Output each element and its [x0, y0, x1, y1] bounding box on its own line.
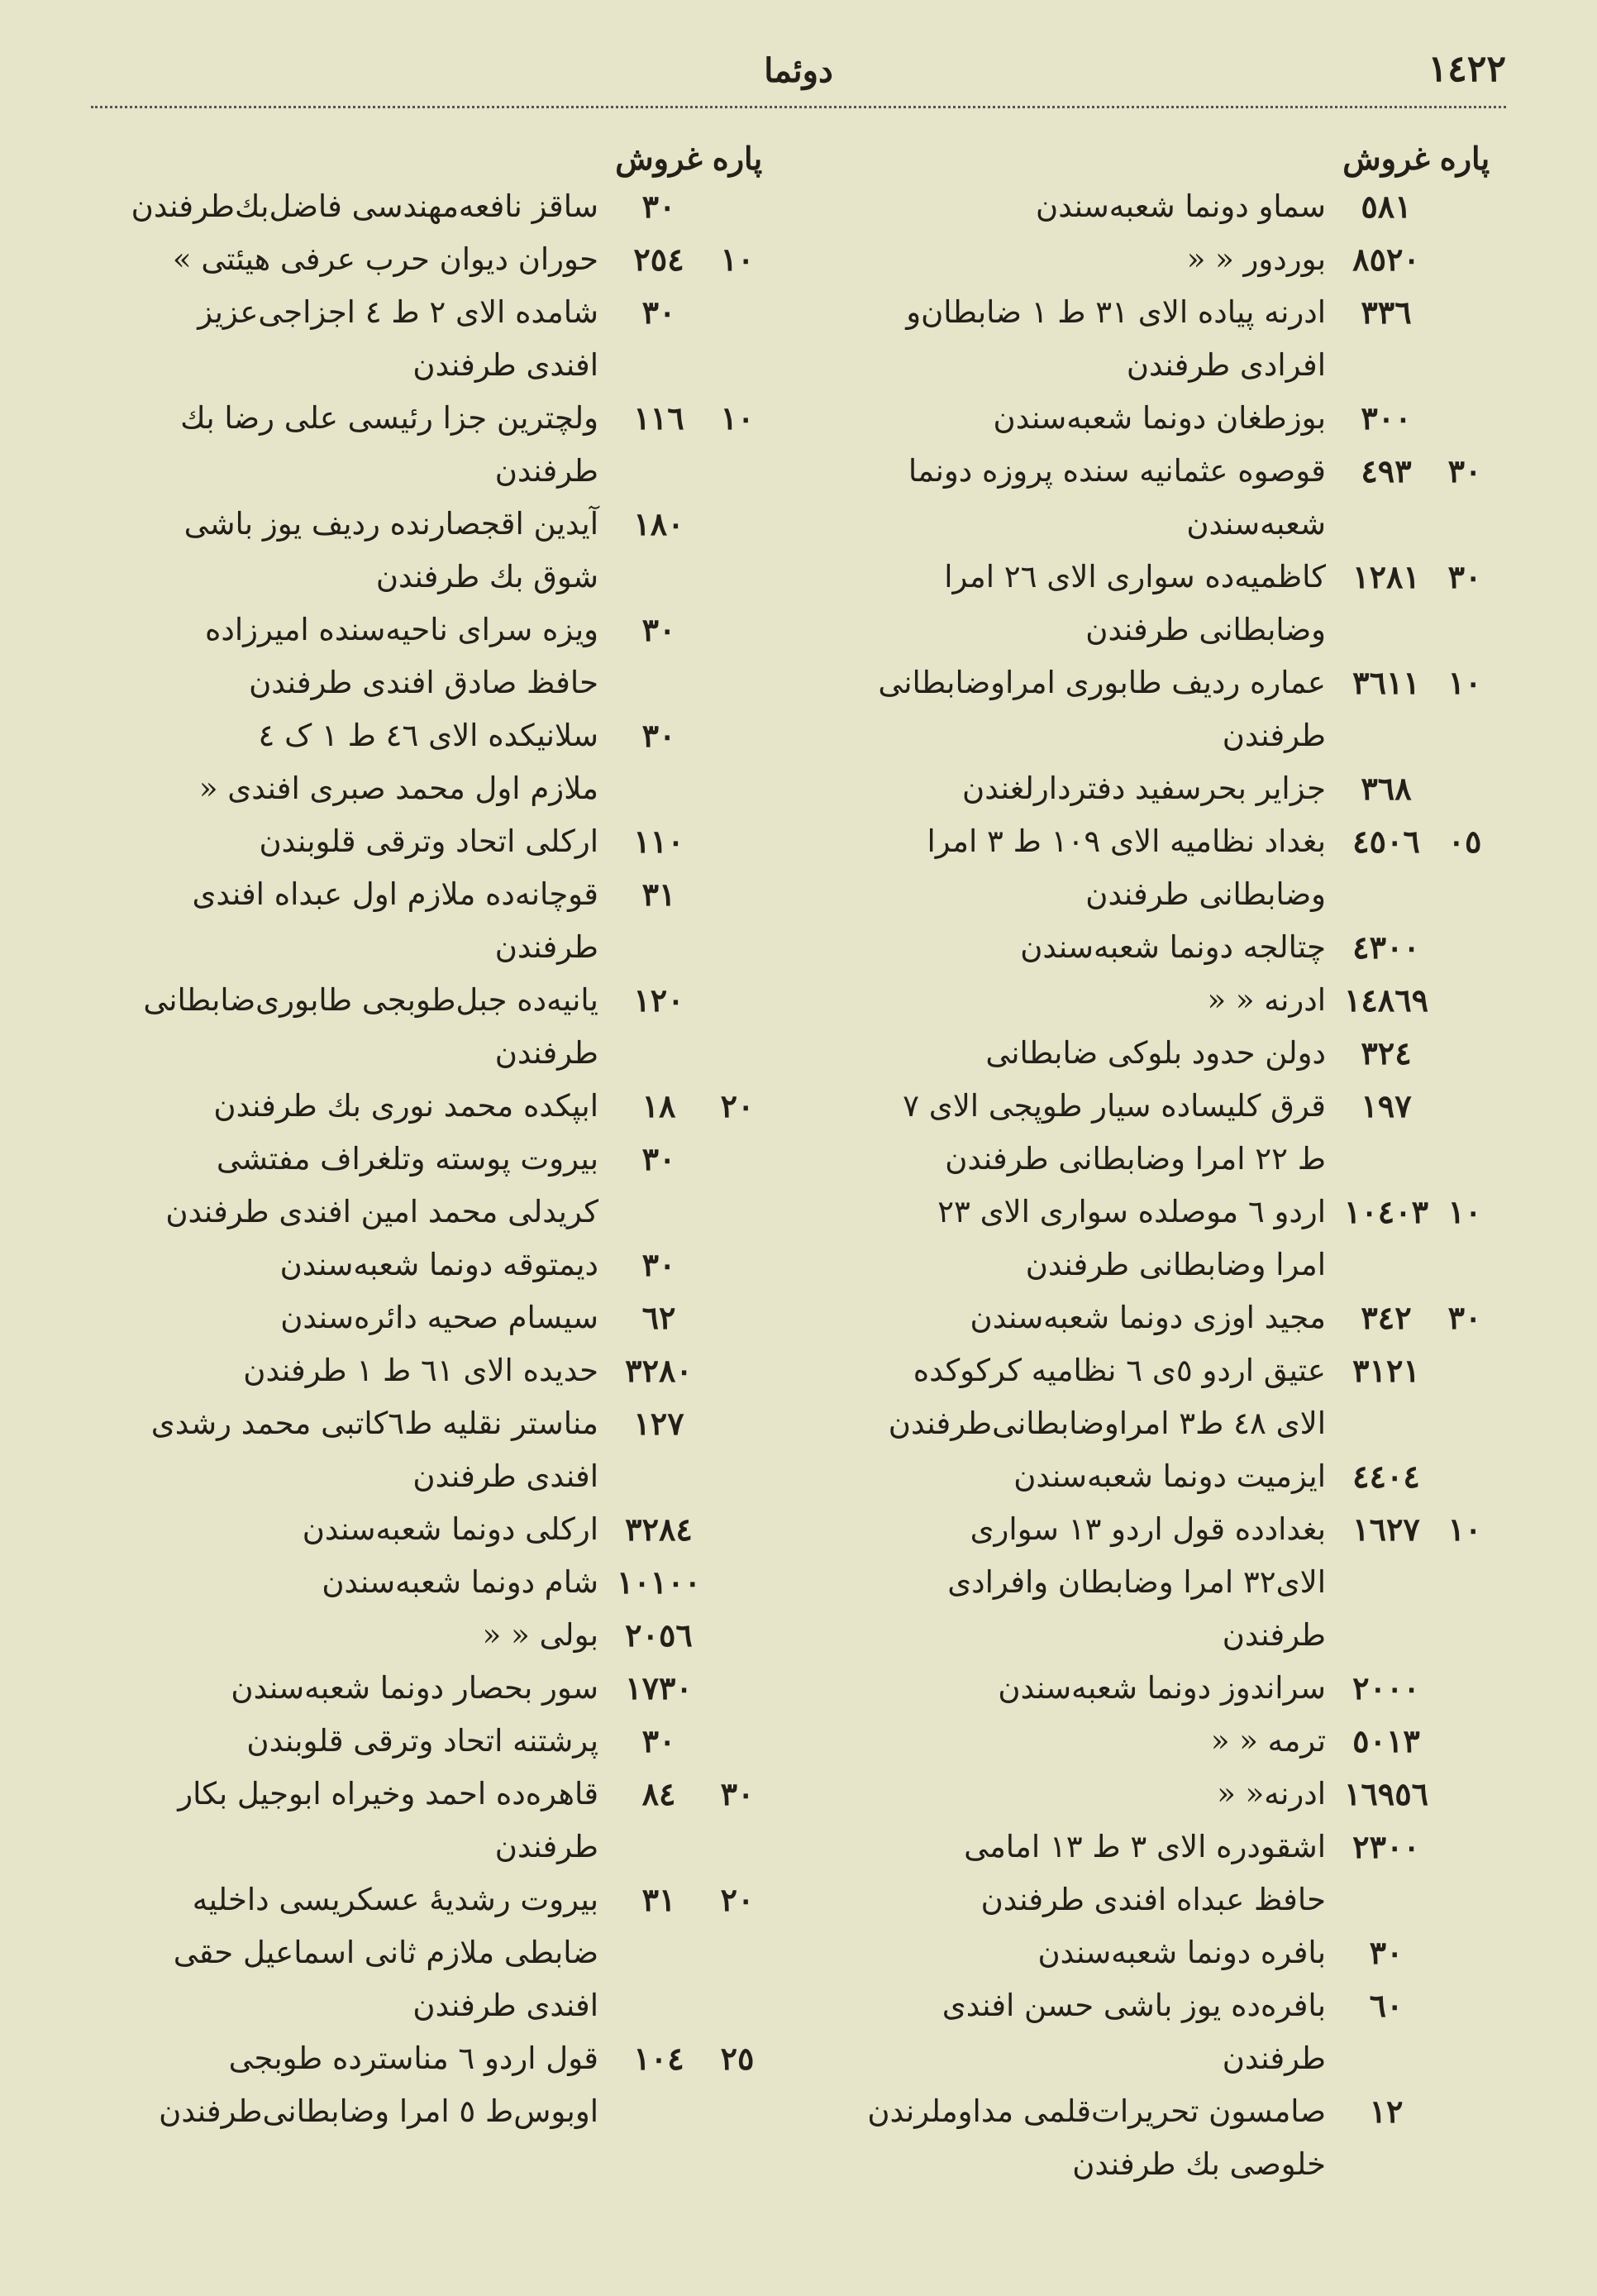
page-title: دوئما	[764, 51, 833, 90]
gurush-amount: ٣١٢١	[1352, 1352, 1420, 1389]
para-amount	[1432, 1662, 1498, 1715]
list-item	[807, 1080, 1498, 1186]
list-item	[79, 1080, 770, 1133]
gurush-amount: ٣٣٦	[1361, 294, 1412, 331]
list-item	[79, 233, 770, 286]
entry-line: یانیه‌ده جبل‌طوبجی طابوری‌ضابطانی	[143, 982, 598, 1018]
para-amount	[704, 868, 770, 974]
para-amount	[1432, 1450, 1498, 1503]
list-item	[79, 392, 770, 498]
para-label: پاره	[712, 140, 763, 177]
entry-line: حافظ عبداه افندی طرفندن	[980, 1882, 1326, 1917]
column-header	[79, 132, 770, 180]
para-amount	[1432, 974, 1498, 1027]
list-item	[79, 1344, 770, 1397]
list-item	[807, 1027, 1498, 1080]
para-amount: ٣٠	[1447, 1299, 1482, 1336]
list-item	[79, 1768, 770, 1874]
list-item	[79, 2032, 770, 2138]
list-item	[807, 1926, 1498, 1979]
gurush-amount: ٣٢٤	[1361, 1034, 1412, 1072]
entry-description	[807, 1503, 1341, 1662]
entry-line: وضابطانی طرفندن	[1085, 612, 1326, 647]
list-item	[807, 1291, 1498, 1344]
entry-line: طرفندن	[494, 453, 598, 489]
entry-description	[807, 656, 1341, 762]
para-amount	[704, 1133, 770, 1239]
list-item	[807, 1715, 1498, 1768]
para-amount	[1432, 286, 1498, 392]
list-item	[79, 1239, 770, 1291]
entry-description	[807, 1926, 1341, 1979]
para-amount	[1432, 762, 1498, 815]
para-amount: ٣٠	[720, 1775, 755, 1812]
entry-description	[807, 815, 1341, 921]
entry-line: اردو ٦ موصلده سواری الای ٢٣	[937, 1194, 1326, 1229]
entry-line: ساقز نافعه‌مهندسی فاضل‌بك‌طرفندن	[131, 189, 598, 224]
gurush-amount: ٣٠	[641, 1722, 676, 1759]
list-item	[807, 1344, 1498, 1450]
gurush-label: غروش	[1342, 140, 1430, 177]
para-amount	[704, 1503, 770, 1556]
entry-line: کریدلی محمد امین افندی طرفندن	[165, 1194, 598, 1229]
gurush-amount: ١٤٨٦٩	[1343, 981, 1429, 1019]
entry-description	[79, 233, 613, 286]
entry-description	[79, 1397, 613, 1503]
entry-description	[807, 551, 1341, 656]
list-item	[79, 1133, 770, 1239]
entry-description	[807, 1768, 1341, 1821]
gurush-amount: ١١٠	[633, 823, 684, 860]
para-label: پاره	[1439, 140, 1490, 177]
list-item	[807, 551, 1498, 656]
gurush-amount: ٢٣٠٠	[1352, 1828, 1420, 1865]
entry-line: مناستر نقلیه ط٦کاتبی محمد رشدی	[150, 1406, 598, 1441]
list-item	[79, 1662, 770, 1715]
gurush-amount: ٣٦٨	[1361, 770, 1412, 807]
list-item	[807, 1450, 1498, 1503]
entry-line: ادرنه پیاده الای ٣١ ط ١ ضابطان‌و	[906, 294, 1326, 330]
list-item	[807, 445, 1498, 551]
gurush-amount: ٣٢٨٤	[625, 1511, 693, 1548]
gurush-amount: ٣٤٢	[1361, 1299, 1412, 1336]
entry-description	[79, 815, 613, 868]
entry-line: قرق کلیساده سیار طوپجی الای ٧	[903, 1088, 1326, 1124]
para-amount	[1432, 921, 1498, 974]
entry-description	[807, 2085, 1341, 2191]
entry-line: بیروت پوسته وتلغراف مفتشی	[216, 1141, 598, 1177]
entry-line: سلانیکده الای ٤٦ ط ١ ک ٤	[258, 718, 598, 753]
para-amount: ٢٥	[720, 2040, 755, 2077]
para-amount	[704, 604, 770, 709]
list-item	[79, 815, 770, 868]
entry-description	[807, 762, 1341, 815]
gurush-amount: ٤٣٠٠	[1352, 928, 1420, 966]
entry-line: ترمه « «	[1210, 1723, 1326, 1759]
entry-description	[79, 1344, 613, 1397]
list-item	[807, 921, 1498, 974]
entry-description	[79, 498, 613, 604]
entry-line: ارکلی اتحاد وترقی قلوبندن	[259, 823, 598, 859]
entry-line: بوزطغان دونما شعبه‌سندن	[993, 400, 1326, 436]
entry-line: عماره ردیف طابوری امراوضابطانی	[878, 665, 1326, 700]
entry-description	[79, 709, 613, 815]
gurush-amount: ٣٦١١	[1352, 664, 1420, 701]
entry-line: سور بحصار دونما شعبه‌سندن	[231, 1670, 598, 1706]
list-item	[79, 1397, 770, 1503]
list-item	[807, 1821, 1498, 1926]
para-amount	[704, 1344, 770, 1397]
entry-line: بافره‌ده یوز باشی حسن افندی	[942, 1988, 1326, 2023]
para-amount	[704, 1609, 770, 1662]
entry-description	[807, 233, 1341, 286]
gurush-amount: ٦٠	[1369, 1987, 1404, 2024]
para-amount	[704, 974, 770, 1080]
entry-description	[79, 286, 613, 392]
para-amount	[704, 1291, 770, 1344]
gurush-amount: ١٨	[641, 1087, 676, 1124]
entry-description	[79, 974, 613, 1080]
gurush-amount: ١٩٧	[1361, 1087, 1412, 1124]
left-entry-list	[79, 180, 770, 2138]
gurush-amount: ٢٠٥٦	[625, 1616, 693, 1654]
gurush-amount: ١٦٩٥٦	[1343, 1775, 1429, 1812]
entry-description	[807, 1715, 1341, 1768]
gurush-amount: ٣١	[641, 1881, 676, 1918]
gurush-amount: ٤٥٠٦	[1352, 823, 1420, 860]
entry-line: قول اردو ٦ مناسترده طوبجی	[228, 2041, 598, 2076]
list-item	[79, 1715, 770, 1768]
entry-line: کاظمیه‌ده سواری الای ٢٦ امرا	[944, 559, 1326, 594]
para-amount	[704, 709, 770, 815]
list-item	[79, 1609, 770, 1662]
gurush-amount: ٣٠	[641, 188, 676, 225]
entry-line: ابپکده محمد نوری بك طرفندن	[213, 1088, 598, 1124]
para-amount: ٠٥	[1447, 823, 1482, 860]
entry-line: حوران دیوان حرب عرفی هیئتی »	[172, 241, 598, 277]
para-amount	[704, 1662, 770, 1715]
gurush-amount: ٥٨١	[1361, 188, 1412, 225]
list-item	[807, 656, 1498, 762]
entry-line: اشقودره الای ٣ ط ١٣ امامی	[964, 1829, 1326, 1864]
entry-description	[79, 392, 613, 498]
gurush-amount: ١٠٤٠٣	[1343, 1193, 1429, 1230]
entry-description	[79, 1662, 613, 1715]
entry-line: شام دونما شعبه‌سندن	[322, 1564, 598, 1600]
gurush-amount: ٣٠	[1369, 1934, 1404, 1971]
column-header	[807, 132, 1498, 180]
para-amount	[1432, 2085, 1498, 2191]
entry-line: صامسون تحریرات‌قلمی مداوملرندن	[867, 2093, 1326, 2129]
list-item	[807, 762, 1498, 815]
list-item	[79, 1291, 770, 1344]
right-column	[807, 132, 1498, 2249]
entry-description	[807, 1821, 1341, 1926]
list-item	[807, 1979, 1498, 2085]
entry-description	[807, 1979, 1341, 2085]
gurush-amount: ١٧٣٠	[625, 1669, 693, 1706]
entry-line: ایزمیت دونما شعبه‌سندن	[1013, 1458, 1326, 1494]
para-amount: ١٠	[720, 241, 755, 278]
gurush-amount: ١٠٤	[633, 2040, 684, 2077]
entry-line: حدیده الای ٦١ ط ١ طرفندن	[243, 1353, 598, 1388]
list-item	[79, 974, 770, 1080]
entry-description	[807, 921, 1341, 974]
entry-line: ولچترین جزا رئیسی علی رضا بك	[180, 400, 598, 436]
entry-line: وضابطانی طرفندن	[1085, 876, 1326, 912]
list-item	[807, 286, 1498, 392]
entry-description	[79, 868, 613, 974]
list-item	[807, 974, 1498, 1027]
entry-description	[807, 392, 1341, 445]
para-amount: ١٠	[1447, 664, 1482, 701]
entry-description	[807, 445, 1341, 551]
entry-description	[79, 180, 613, 233]
para-amount	[704, 1397, 770, 1503]
para-amount	[1432, 1926, 1498, 1979]
gurush-amount: ٤٤٠٤	[1352, 1458, 1420, 1495]
entry-description	[807, 1027, 1341, 1080]
gurush-amount: ٣٢٨٠	[625, 1352, 693, 1389]
list-item	[807, 233, 1498, 286]
list-item	[79, 180, 770, 233]
para-amount: ١٠	[1447, 1193, 1482, 1230]
para-amount	[704, 1715, 770, 1768]
header-divider	[91, 106, 1506, 108]
list-item	[79, 1556, 770, 1609]
entry-line: امرا وضابطانی طرفندن	[1025, 1247, 1326, 1282]
entry-line: سراندوز دونما شعبه‌سندن	[998, 1670, 1326, 1706]
list-item	[79, 1874, 770, 2032]
gurush-amount: ٣٠	[641, 1140, 676, 1177]
list-item	[79, 709, 770, 815]
para-amount	[1432, 180, 1498, 233]
entry-line: قوصوه عثمانیه سنده پروزه دونما	[908, 453, 1326, 489]
list-item	[807, 2085, 1498, 2191]
list-item	[807, 815, 1498, 921]
para-amount: ١٠	[1447, 1511, 1482, 1548]
entry-line: عتیق اردو ٥ی ٦ نظامیه کرکوکده	[913, 1353, 1326, 1388]
list-item	[79, 868, 770, 974]
para-amount	[704, 180, 770, 233]
para-amount	[1432, 1768, 1498, 1821]
entry-description	[807, 1291, 1341, 1344]
entry-line: دیمتوقه دونما شعبه‌سندن	[279, 1247, 598, 1282]
entry-description	[79, 1874, 613, 2032]
entry-line: طرفندن	[494, 1035, 598, 1071]
entry-line: قاهره‌ده احمد وخیراه ابوجیل بکار	[178, 1776, 598, 1812]
entry-line: ادرنه « «	[1207, 982, 1326, 1018]
entry-description	[79, 1609, 613, 1662]
entry-description	[79, 1239, 613, 1291]
entry-line: سماو دونما شعبه‌سندن	[1036, 189, 1326, 224]
list-item	[807, 1768, 1498, 1821]
para-amount	[704, 286, 770, 392]
gurush-amount: ٤٩٣	[1361, 452, 1412, 489]
page-header	[91, 48, 1506, 98]
gurush-amount: ٣٠	[641, 717, 676, 754]
entry-line: حافظ صادق افندی طرفندن	[249, 665, 598, 700]
list-item	[807, 392, 1498, 445]
list-item	[807, 1662, 1498, 1715]
entry-description	[807, 1344, 1341, 1450]
gurush-amount: ١١٦	[633, 399, 684, 437]
gurush-label: غروش	[615, 140, 703, 177]
entry-description	[79, 1715, 613, 1768]
entry-line: افندی طرفندن	[412, 1458, 598, 1494]
gurush-amount: ٣٠	[641, 611, 676, 648]
para-amount: ٢٠	[720, 1087, 755, 1124]
entry-line: طرفندن	[1222, 1617, 1326, 1653]
para-amount: ٣٠	[1447, 558, 1482, 595]
page-number: ١٤٢٢	[1428, 48, 1506, 90]
gurush-amount: ١٢٠	[633, 981, 684, 1019]
gurush-amount: ٦٢	[641, 1299, 676, 1336]
para-amount	[1432, 392, 1498, 445]
entry-line: طرفندن	[494, 1829, 598, 1864]
para-amount	[1432, 1715, 1498, 1768]
entry-description	[79, 1291, 613, 1344]
entry-line: قوچانه‌ده ملازم اول عبداه افندی	[192, 876, 598, 912]
entry-line: طرفندن	[1222, 2041, 1326, 2076]
entry-line: طرفندن	[1222, 718, 1326, 753]
entry-description	[807, 286, 1341, 392]
entry-line: سیسام صحیه دائره‌سندن	[280, 1300, 598, 1335]
entry-line: ادرنه« «	[1217, 1776, 1326, 1812]
list-item	[807, 1186, 1498, 1291]
entry-line: ط ٢٢ امرا وضابطانی طرفندن	[945, 1141, 1326, 1177]
para-amount	[704, 1556, 770, 1609]
list-item	[79, 1503, 770, 1556]
gurush-amount: ٣٠	[641, 294, 676, 331]
list-item	[79, 286, 770, 392]
entry-line: ویزه سرای ناحیه‌سنده امیرزاده	[204, 612, 598, 647]
para-amount	[704, 815, 770, 868]
gurush-amount: ٥٠١٣	[1352, 1722, 1420, 1759]
entry-description	[79, 1133, 613, 1239]
entry-line: دولن حدود بلوکی ضابطانی	[985, 1035, 1326, 1071]
list-item	[79, 604, 770, 709]
entry-line: چتالجه دونما شعبه‌سندن	[1020, 929, 1326, 965]
entry-line: بافره دونما شعبه‌سندن	[1037, 1935, 1326, 1970]
entry-description	[807, 1186, 1341, 1291]
gurush-amount: ١٢٨١	[1352, 558, 1420, 595]
gurush-amount: ٣٠	[641, 1246, 676, 1283]
gurush-amount: ٢٠٠٠	[1352, 1669, 1420, 1706]
entry-description	[79, 1080, 613, 1133]
entry-description	[79, 2032, 613, 2138]
para-amount	[1432, 1979, 1498, 2085]
entry-line: اوبوس‌ط ٥ امرا وضابطانی‌طرفندن	[159, 2093, 598, 2129]
para-amount: ٣٠	[1447, 452, 1482, 489]
entry-description	[79, 1503, 613, 1556]
entry-description	[807, 1080, 1341, 1186]
right-entry-list	[807, 180, 1498, 2191]
para-amount	[1432, 233, 1498, 286]
entry-line: ارکلی دونما شعبه‌سندن	[302, 1511, 598, 1547]
entry-line: آیدین اقجصارنده ردیف یوز باشی	[184, 506, 598, 542]
entry-line: خلوصی بك طرفندن	[1072, 2146, 1326, 2182]
gurush-amount: ٨٥٢٠	[1352, 241, 1420, 278]
gurush-amount: ١٢٧	[633, 1405, 684, 1442]
entry-line: ضابطی ملازم ثانی اسماعیل حقی	[173, 1935, 598, 1970]
list-item	[807, 180, 1498, 233]
para-amount	[704, 498, 770, 604]
para-amount: ١٠	[720, 399, 755, 437]
gurush-amount: ٣١	[641, 876, 676, 913]
gurush-amount: ١٢	[1369, 2093, 1404, 2130]
entry-description	[79, 1556, 613, 1609]
entry-line: بولی « «	[482, 1617, 598, 1653]
entry-line: الای ٤٨ ط٣ امراوضابطانی‌طرفندن	[888, 1406, 1326, 1441]
gurush-amount: ٣٠٠	[1361, 399, 1412, 437]
para-amount	[1432, 1080, 1498, 1186]
gurush-amount: ٨٤	[641, 1775, 676, 1812]
entry-line: ملازم اول محمد صبری افندی «	[198, 771, 598, 806]
gurush-amount: ١٦٢٧	[1352, 1511, 1420, 1548]
list-item	[807, 1503, 1498, 1662]
entry-description	[807, 1450, 1341, 1503]
entry-line: الای٣٢ امرا وضابطان وافرادی	[947, 1564, 1326, 1600]
entry-line: افندی طرفندن	[412, 347, 598, 383]
entry-line: طرفندن	[494, 929, 598, 965]
entry-description	[807, 974, 1341, 1027]
para-amount	[1432, 1027, 1498, 1080]
list-item	[79, 498, 770, 604]
gurush-amount: ١٠١٠٠	[616, 1563, 702, 1601]
entry-line: شعبه‌سندن	[1186, 506, 1326, 542]
entry-line: بغدادده قول اردو ١٣ سواری	[970, 1511, 1326, 1547]
entry-description	[807, 1662, 1341, 1715]
entry-line: افندی طرفندن	[412, 1988, 598, 2023]
gurush-amount: ١٨٠	[633, 505, 684, 542]
entry-line: افرادی طرفندن	[1126, 347, 1326, 383]
para-amount	[704, 1239, 770, 1291]
para-amount	[1432, 1344, 1498, 1450]
entry-description	[79, 1768, 613, 1874]
entry-line: شوق بك طرفندن	[375, 559, 598, 594]
entry-description	[79, 604, 613, 709]
entry-line: پرشتنه اتحاد وترقی قلوبندن	[246, 1723, 598, 1759]
entry-line: بوردور « «	[1186, 241, 1326, 277]
entry-line: بغداد نظامیه الای ١٠٩ ط ٣ امرا	[927, 823, 1326, 859]
entry-line: شامده الای ٢ ط ٤ اجزاجی‌عزیز	[198, 294, 598, 330]
entry-line: مجید اوزی دونما شعبه‌سندن	[970, 1300, 1326, 1335]
left-column	[79, 132, 770, 2249]
para-amount	[1432, 1821, 1498, 1926]
para-amount: ٢٠	[720, 1881, 755, 1918]
entry-line: جزایر بحرسفید دفتردارلغندن	[962, 771, 1326, 806]
entry-description	[807, 180, 1341, 233]
entry-line: بیروت رشدیهٔ عسکریسی داخلیه	[192, 1882, 598, 1917]
gurush-amount: ٢٥٤	[633, 241, 684, 278]
